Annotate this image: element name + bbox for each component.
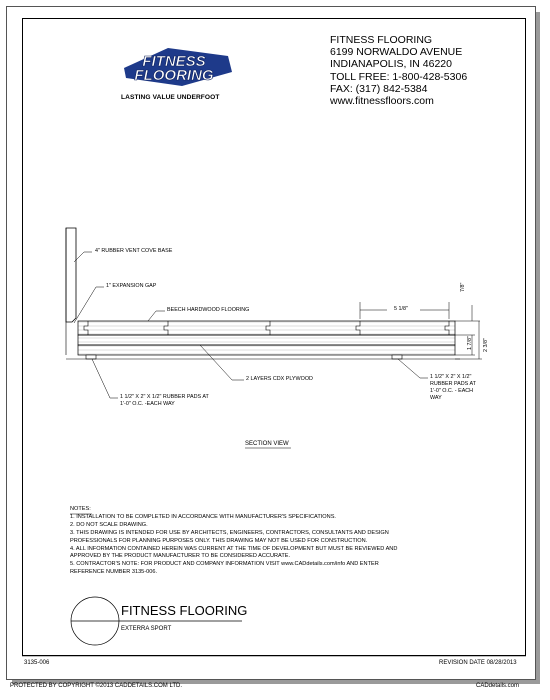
plywood-layer-1 — [78, 335, 455, 345]
caddetails-link[interactable]: CADdetails.com — [476, 683, 520, 689]
section-view-title: SECTION VIEW — [245, 441, 289, 447]
callout-pads-right-4: WAY — [430, 395, 442, 401]
company-fax: FAX: (317) 842-5384 — [330, 82, 428, 95]
note-line: APPROVED BY THE PRODUCT MANUFACTURER TO BE CONSIDERED ACCURATE. — [70, 553, 291, 560]
title-block-title: FITNESS FLOORING — [121, 603, 248, 618]
title-block-subtitle: EXTERRA SPORT — [121, 626, 172, 632]
callout-expansion-gap: 1" EXPANSION GAP — [106, 283, 157, 289]
callout-cove-base: 4" RUBBER VENT COVE BASE — [95, 248, 173, 254]
company-name: FITNESS FLOORING — [330, 34, 433, 46]
company-tollfree: TOLL FREE: 1-800-428-5306 — [330, 70, 468, 83]
rubber-pad-left — [86, 355, 96, 359]
hardwood-layer — [78, 321, 455, 335]
notes-block — [70, 506, 397, 577]
cove-base-shape — [66, 228, 76, 322]
copyright-notice: PROTECTED BY COPYRIGHT ©2013 CADDETAILS.COM LTD. — [10, 683, 183, 689]
notes-heading: NOTES: — [70, 506, 91, 512]
note-line: PROFESSIONALS FOR PLANNING PURPOSES ONLY. THIS DRAWING MAY NOT BE USED FOR CONSTRUCTION. — [70, 537, 368, 544]
revision-date: REVISION DATE 08/28/2013 — [439, 660, 517, 666]
company-street: 6199 NORWALDO AVENUE — [330, 46, 463, 59]
rubber-pad-right — [392, 355, 402, 359]
company-city: INDIANAPOLIS, IN 46220 — [330, 58, 452, 71]
note-line: 3. THIS DRAWING IS INTENDED FOR USE BY ARCHITECTS, ENGINEERS, CONTRACTORS, CONSULTANTS AND DESIGN — [70, 529, 389, 536]
dim-total: 2 3/8" — [483, 338, 489, 352]
callout-hardwood: BEECH HARDWOOD FLOORING — [167, 307, 250, 313]
dim-middle: 1 7/8" — [467, 336, 473, 350]
reference-number: 3135-006 — [24, 660, 50, 666]
note-line: 1. INSTALLATION TO BE COMPLETED IN ACCORDANCE WITH MANUFACTURER'S SPECIFICATIONS. — [70, 513, 336, 520]
dim-top-thickness: 7/8" — [460, 282, 466, 292]
company-website[interactable]: www.fitnessfloors.com — [330, 95, 434, 108]
dim-board-width: 5 1/8" — [394, 306, 408, 312]
note-line: 4. ALL INFORMATION CONTAINED HEREIN WAS CURRENT AT THE TIME OF DEVELOPMENT BUT MUST BE REVIEWED AND — [70, 545, 398, 552]
thickness-dimensions — [455, 305, 482, 359]
note-line: 2. DO NOT SCALE DRAWING. — [70, 521, 148, 528]
logo-tagline: LASTING VALUE UNDERFOOT — [121, 94, 220, 101]
callout-pads-left-1: 1 1/2" X 2" X 1/2" RUBBER PADS AT — [120, 394, 209, 400]
svg-text:FLOORING: FLOORING — [134, 67, 214, 84]
svg-text:FITNESS: FITNESS — [142, 53, 206, 70]
note-line: 5. CONTRACTOR'S NOTE: FOR PRODUCT AND COMPANY INFORMATION VISIT www.CADdetails.com/info AND ENTER — [70, 561, 379, 568]
callout-pads-left-2: 1'-0" O.C. -EACH WAY — [120, 401, 175, 407]
callout-pads-right-2: RUBBER PADS AT — [430, 381, 476, 387]
plywood-layer-2 — [78, 345, 455, 355]
callout-pads-right-3: 1'-0" O.C. - EACH — [430, 388, 474, 394]
note-line: REFERENCE NUMBER 3135-006. — [70, 569, 158, 576]
callout-plywood: 2 LAYERS CDX PLYWOOD — [246, 376, 313, 382]
callout-pads-right-1: 1 1/2" X 2" X 1/2" — [430, 374, 472, 380]
